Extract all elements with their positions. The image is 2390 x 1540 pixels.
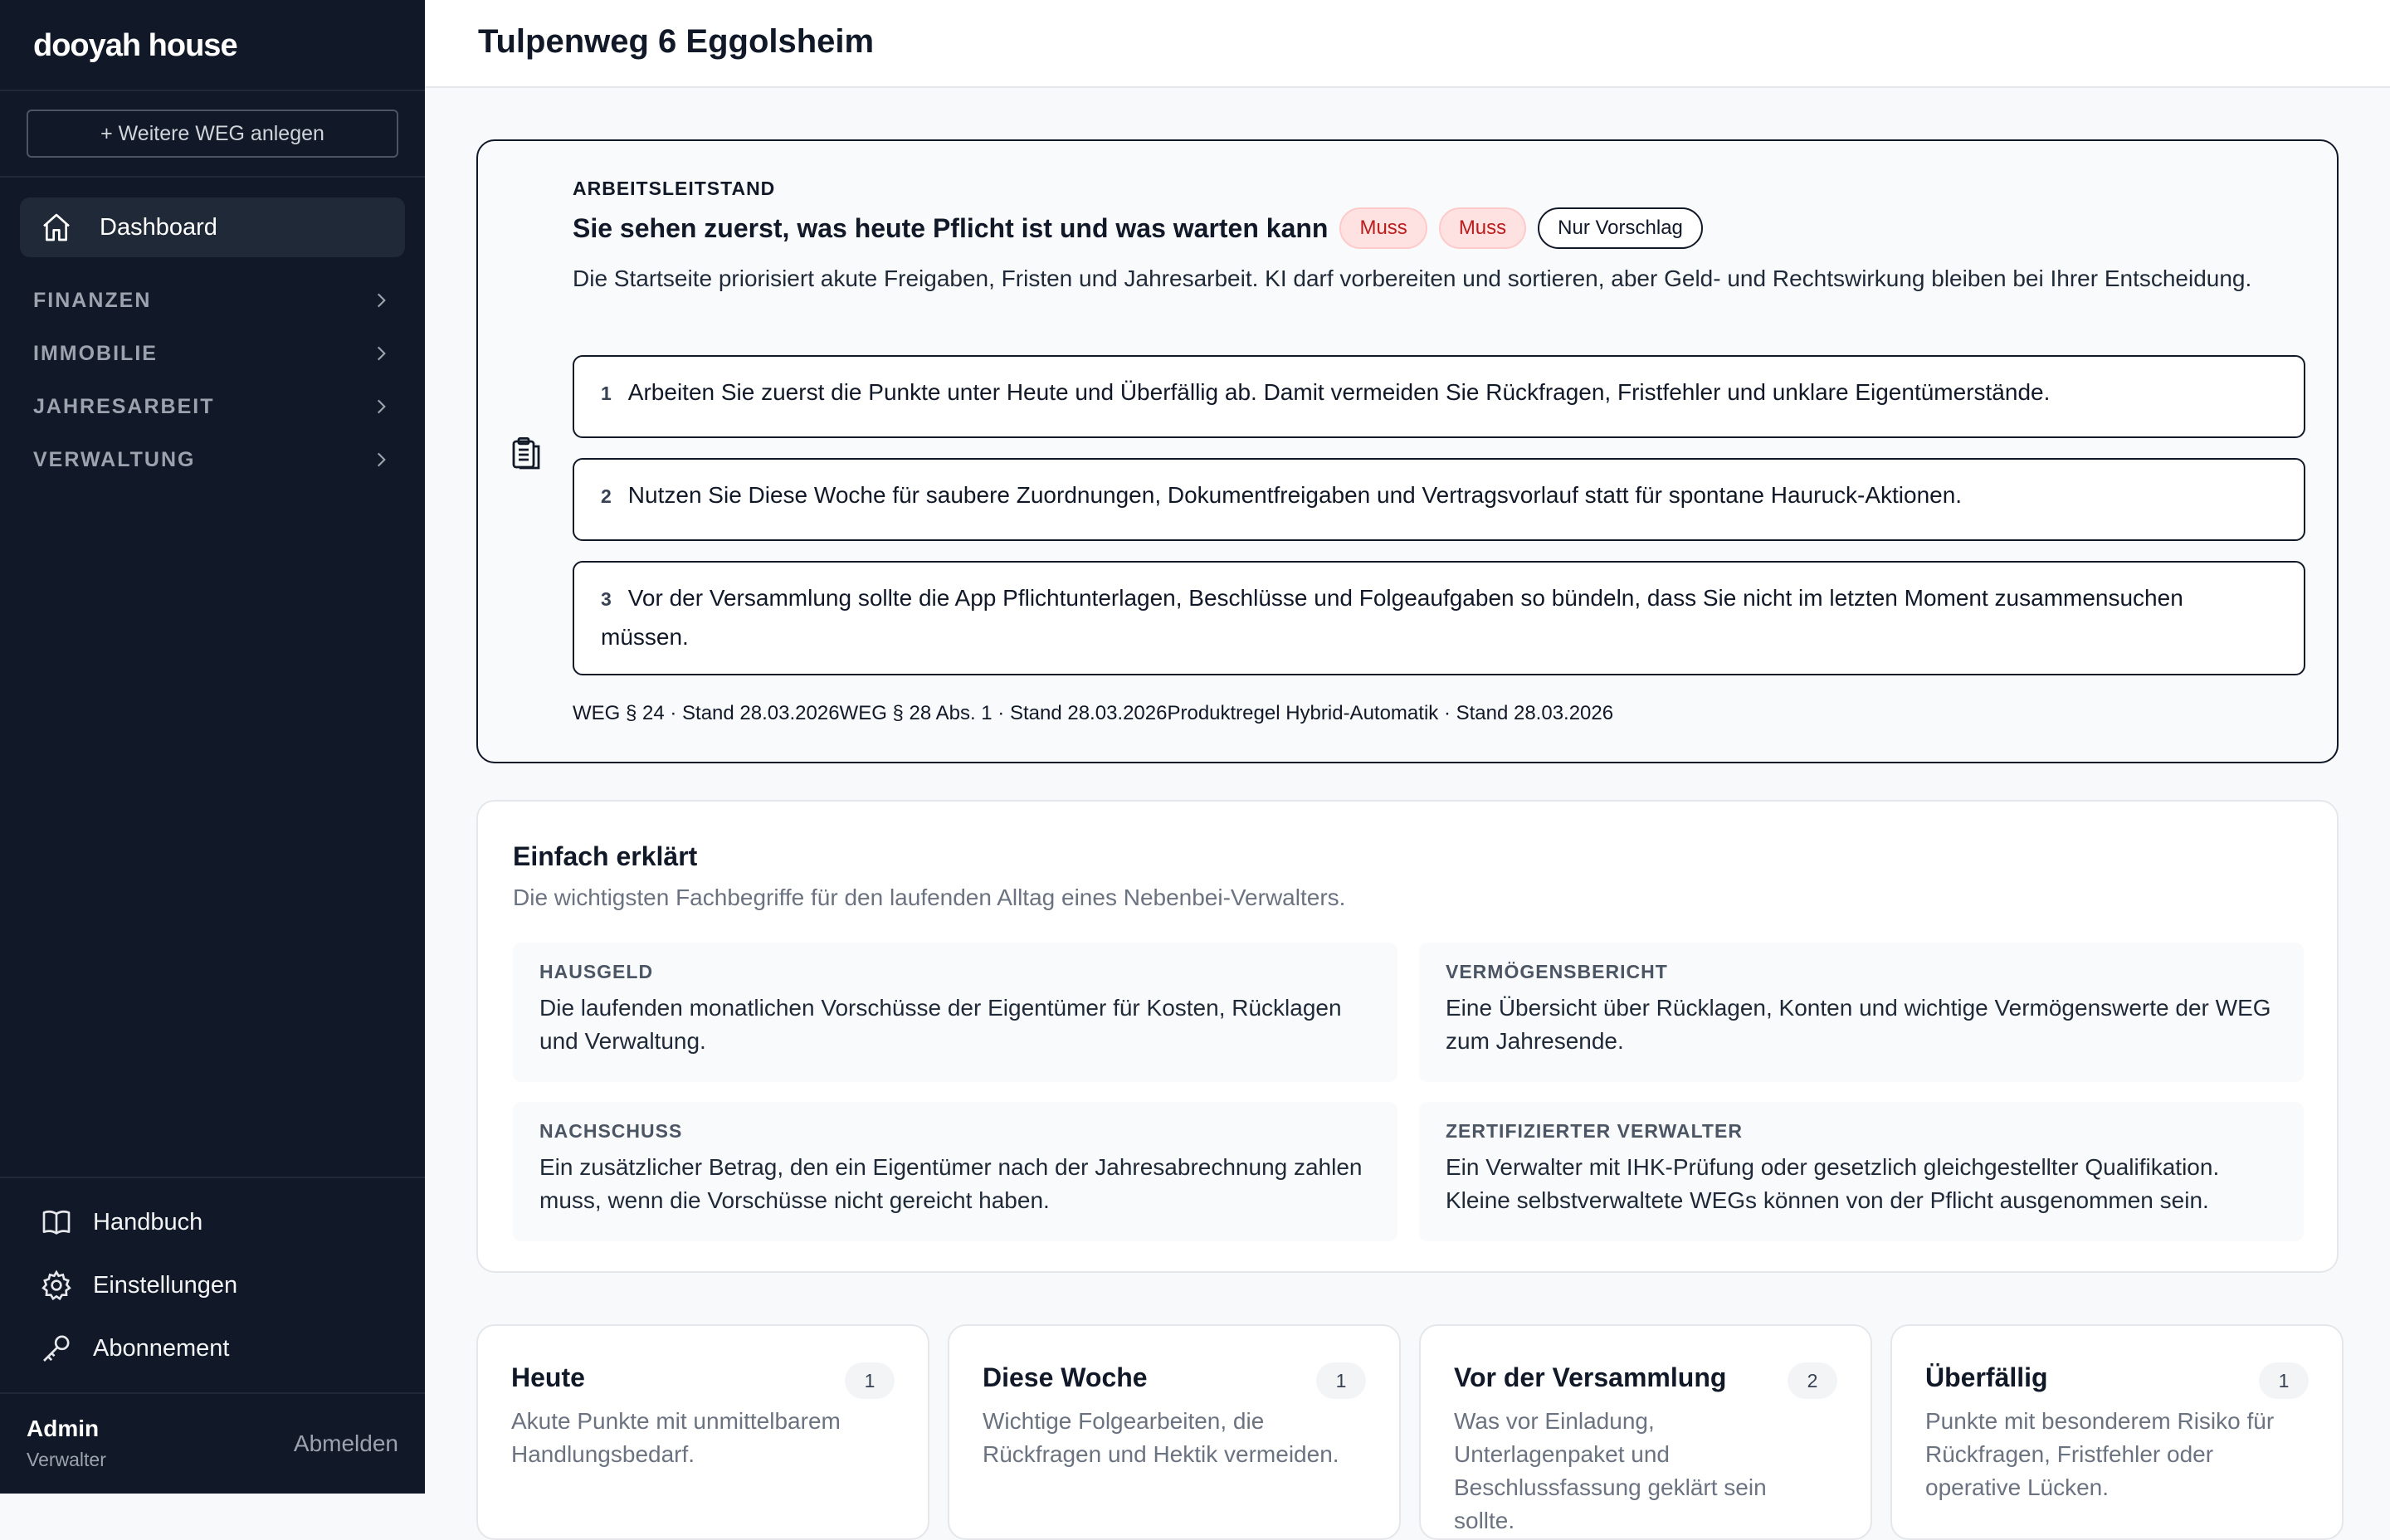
add-weg-button[interactable]: + Weitere WEG anlegen: [27, 110, 398, 158]
term-title: ZERTIFIZIERTER VERWALTER: [1446, 1120, 1743, 1142]
glossary-term: [513, 1102, 1397, 1241]
sidebar-group-immobilie[interactable]: [33, 337, 392, 370]
sidebar-group-jahresarbeit[interactable]: [33, 390, 392, 423]
task-card-ueberfaellig[interactable]: [1890, 1324, 2344, 1540]
step-text: Vor der Versammlung sollte die App Pflichtunterlagen, Beschlüsse und Folgeaufgaben so bündeln, dass Sie nicht im letzten Moment zusammensuchen müssen.: [601, 585, 2183, 650]
home-icon: [40, 211, 73, 244]
task-card-heute[interactable]: [476, 1324, 929, 1540]
card-count-badge: 2: [1788, 1362, 1837, 1399]
sidebar-item-label: Einstellungen: [93, 1271, 238, 1299]
panel-title: Sie sehen zuerst, was heute Pflicht ist und was warten kann: [573, 212, 1329, 243]
source-reference: WEG § 24 · Stand 28.03.2026: [573, 702, 840, 724]
card-count-badge: 1: [2259, 1362, 2309, 1399]
sidebar-divider: [0, 1177, 425, 1178]
step-item[interactable]: [573, 355, 2305, 438]
task-card-vor-der-versammlung[interactable]: [1419, 1324, 1872, 1540]
sidebar-item-label: Dashboard: [100, 213, 217, 241]
term-text: Die laufenden monatlichen Vorschüsse der Eigentümer für Kosten, Rücklagen und Verwaltung.: [539, 995, 1342, 1054]
source-reference: WEG § 28 Abs. 1 · Stand 28.03.2026: [839, 702, 1168, 724]
user-name: Admin: [27, 1416, 100, 1441]
glossary-subtitle: Die wichtigsten Fachbegriffe für den laufenden Alltag eines Nebenbei-Verwalters.: [513, 885, 1346, 910]
chevron-right-icon: [370, 449, 392, 470]
sidebar-group-label: IMMOBILIE: [33, 341, 158, 365]
term-text: Ein zusätzlicher Betrag, den ein Eigentümer nach der Jahresabrechnung zahlen muss, wenn die Vorschüsse nicht gereicht haben.: [539, 1154, 1363, 1213]
card-count-badge: 1: [1316, 1362, 1366, 1399]
sidebar-group-label: FINANZEN: [33, 288, 152, 312]
sidebar-divider: [0, 176, 425, 178]
glossary-term: [1419, 943, 2304, 1082]
panel-title-row: [573, 207, 1714, 249]
glossary-title: Einfach erklärt: [513, 841, 698, 871]
key-icon: [40, 1332, 73, 1365]
card-title: Diese Woche: [983, 1362, 1148, 1392]
step-text: Arbeiten Sie zuerst die Punkte unter Heute und Überfällig ab. Damit vermeiden Sie Rückfragen, Fristfehler und unklare Eigentümerstände.: [627, 379, 2051, 405]
chevron-right-icon: [370, 343, 392, 364]
chevron-right-icon: [370, 290, 392, 311]
logout-button[interactable]: Abmelden: [293, 1430, 398, 1456]
legal-sources: [573, 702, 1613, 725]
book-icon: [40, 1206, 73, 1239]
card-title: Heute: [511, 1362, 585, 1392]
card-description: Was vor Einladung, Unterlagenpaket und Beschlussfassung geklärt sein sollte.: [1454, 1408, 1767, 1533]
term-text: Eine Übersicht über Rücklagen, Konten und wichtige Vermögenswerte der WEG zum Jahresende.: [1446, 995, 2271, 1054]
page-header: [425, 0, 2390, 88]
source-reference: Produktregel Hybrid-Automatik · Stand 28.03.2026: [1167, 702, 1614, 724]
clipboard-icon: [511, 436, 541, 470]
sidebar-group-label: JAHRESARBEIT: [33, 394, 215, 418]
term-text: Ein Verwalter mit IHK-Prüfung oder gesetzlich gleichgestellter Qualifikation. Kleine selbstverwaltete WEGs können von der Pflicht ausgenommen sein.: [1446, 1154, 2220, 1213]
sidebar-group-verwaltung[interactable]: [33, 443, 392, 476]
glossary-section: [476, 800, 2339, 1273]
work-control-panel: [476, 139, 2339, 763]
glossary-term: [513, 943, 1397, 1082]
card-description: Punkte mit besonderem Risiko für Rückfragen, Fristfehler oder operative Lücken.: [1925, 1408, 2275, 1500]
sidebar-item-dashboard[interactable]: [20, 197, 405, 257]
term-title: VERMÖGENSBERICHT: [1446, 961, 1668, 982]
sidebar-divider: [0, 90, 425, 91]
step-number: 1: [601, 383, 612, 404]
user-role: Verwalter: [27, 1449, 106, 1470]
sidebar-item-label: Abonnement: [93, 1334, 230, 1362]
card-description: Wichtige Folgearbeiten, die Rückfragen und Hektik vermeiden.: [983, 1408, 1339, 1467]
step-item[interactable]: [573, 458, 2305, 541]
sidebar-item-label: Handbuch: [93, 1208, 203, 1235]
card-description: Akute Punkte mit unmittelbarem Handlungsbedarf.: [511, 1408, 841, 1467]
sidebar-item-einstellungen[interactable]: [40, 1265, 237, 1306]
card-title: Überfällig: [1925, 1362, 2048, 1392]
step-text: Nutzen Sie Diese Woche für saubere Zuordnungen, Dokumentfreigaben und Vertragsvorlauf statt für spontane Hauruck-Aktionen.: [627, 482, 1963, 508]
card-title: Vor der Versammlung: [1454, 1362, 1727, 1392]
badge-muss: Muss: [1439, 207, 1526, 249]
page-title: Tulpenweg 6 Eggolsheim: [478, 23, 875, 60]
badge-muss: Muss: [1339, 207, 1427, 249]
app-logo[interactable]: dooyah house: [33, 28, 237, 63]
panel-eyebrow: ARBEITSLEITSTAND: [573, 178, 776, 199]
term-title: HAUSGELD: [539, 961, 654, 982]
task-card-diese-woche[interactable]: [948, 1324, 1401, 1540]
chevron-right-icon: [370, 396, 392, 417]
glossary-term: [1419, 1102, 2304, 1241]
sidebar-item-abonnement[interactable]: [40, 1328, 229, 1369]
badge-nur-vorschlag: Nur Vorschlag: [1538, 207, 1703, 249]
sidebar-group-label: VERWALTUNG: [33, 447, 196, 471]
sidebar-group-finanzen[interactable]: [33, 284, 392, 317]
sidebar-item-handbuch[interactable]: [40, 1201, 202, 1243]
step-number: 3: [601, 588, 612, 610]
term-title: NACHSCHUSS: [539, 1120, 683, 1142]
sidebar: [0, 0, 425, 1494]
step-item[interactable]: [573, 561, 2305, 675]
panel-description: Die Startseite priorisiert akute Freigaben, Fristen und Jahresarbeit. KI darf vorbereiten und sortieren, aber Geld- und Rechtswirkung bleiben bei Ihrer Entscheidung.: [573, 266, 2252, 291]
card-count-badge: 1: [845, 1362, 895, 1399]
sidebar-divider: [0, 1392, 425, 1394]
step-number: 2: [601, 485, 612, 507]
gear-icon: [40, 1269, 73, 1302]
